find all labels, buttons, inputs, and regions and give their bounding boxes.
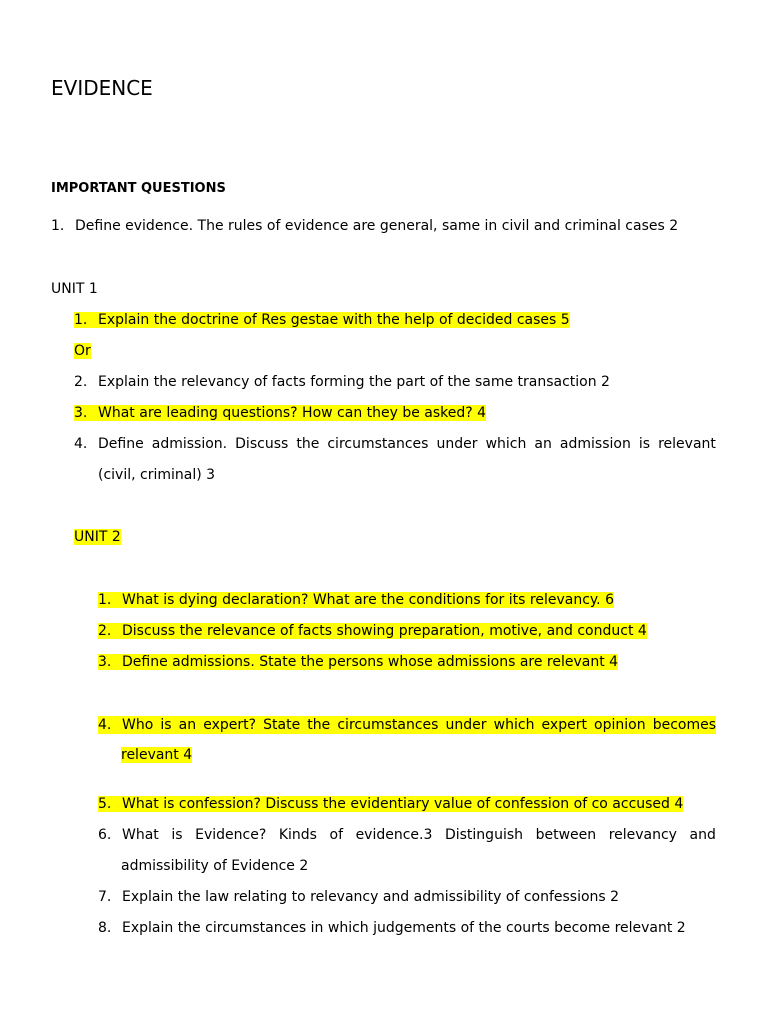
word: admission. <box>151 436 228 452</box>
unit2-question-7 <box>98 888 619 906</box>
question-text: What is confession? Discuss the evidentiary value of confession of co accused 4 <box>122 796 684 812</box>
unit1-question-4 <box>74 435 716 453</box>
word: circumstances <box>337 717 439 733</box>
word: an <box>178 717 197 733</box>
word: of <box>329 827 343 843</box>
word: the <box>307 717 331 733</box>
question-number: 4. <box>98 717 112 733</box>
highlighted-question <box>98 654 618 670</box>
word: Who <box>122 717 154 733</box>
unit2-question-5 <box>98 795 683 813</box>
question-number: 3. <box>74 405 88 421</box>
word: opinion <box>594 717 646 733</box>
question-text: What are leading questions? How can they be asked? 4 <box>98 405 487 421</box>
highlighted-question <box>74 312 570 328</box>
question-number: 1. <box>98 592 112 608</box>
highlighted-question <box>74 405 486 421</box>
question-number: 6. <box>98 827 112 843</box>
word: under <box>436 436 478 452</box>
word: Discuss <box>235 436 289 452</box>
unit1-question-3 <box>74 404 486 422</box>
word: Define <box>98 436 144 452</box>
word: Evidence? <box>195 827 267 843</box>
unit1-or <box>74 342 91 360</box>
unit1-question-4-continuation: (civil, criminal) 3 <box>98 467 216 483</box>
question-number: 5. <box>98 796 112 812</box>
question-number: 7. <box>98 889 112 905</box>
question-text: Define evidence. The rules of evidence are general, same in civil and criminal cases 2 <box>75 218 679 234</box>
question-text: Explain the relevancy of facts forming the part of the same transaction 2 <box>98 374 610 390</box>
question-number: 3. <box>98 654 112 670</box>
unit2-question-2 <box>98 622 647 640</box>
unit2-question-6-continuation: admissibility of Evidence 2 <box>121 858 309 874</box>
unit1-question-1 <box>74 311 570 329</box>
word: and <box>689 827 716 843</box>
word: Kinds <box>278 827 317 843</box>
question-text: Explain the doctrine of Res gestae with the help of decided cases 5 <box>98 312 570 328</box>
word: is <box>171 827 183 843</box>
unit2-question-4 <box>98 716 716 734</box>
highlighted-question <box>98 796 683 812</box>
word: an <box>534 436 552 452</box>
unit2-question-6 <box>98 826 716 844</box>
unit2-question-8 <box>98 919 686 937</box>
unit2-question-4-continuation <box>121 746 192 764</box>
question-text: Explain the law relating to relevancy and admissibility of confessions 2 <box>122 889 620 905</box>
word: circumstances <box>327 436 429 452</box>
or-text: Or <box>74 343 91 359</box>
continuation-text: relevant 4 <box>121 747 193 763</box>
word: expert? <box>203 717 257 733</box>
word: which <box>485 436 527 452</box>
word: evidence.3 <box>355 827 433 843</box>
question-number: 2. <box>74 374 88 390</box>
word: the <box>296 436 320 452</box>
intro-question <box>51 217 678 235</box>
question-text: Explain the circumstances in which judgements of the courts become relevant 2 <box>122 920 686 936</box>
word: What <box>122 827 159 843</box>
highlighted-question <box>98 623 647 639</box>
word: Distinguish <box>444 827 524 843</box>
word: becomes <box>652 717 716 733</box>
unit2-label <box>74 528 121 546</box>
question-number: 4. <box>74 436 88 452</box>
question-number: 2. <box>98 623 112 639</box>
question-number: 1. <box>51 218 65 234</box>
word: State <box>263 717 301 733</box>
question-text-justified <box>122 826 716 844</box>
unit1-question-2 <box>74 373 610 391</box>
word: which <box>493 717 535 733</box>
question-text: Define admissions. State the persons whose admissions are relevant 4 <box>122 654 619 670</box>
unit2-label-text: UNIT 2 <box>74 529 121 545</box>
word: between <box>535 827 597 843</box>
question-text: Discuss the relevance of facts showing preparation, motive, and conduct 4 <box>122 623 647 639</box>
word: is <box>160 717 172 733</box>
word: expert <box>541 717 587 733</box>
question-number: 8. <box>98 920 112 936</box>
question-text-justified <box>122 716 716 734</box>
section-heading: IMPORTANT QUESTIONS <box>51 181 226 196</box>
word: under <box>445 717 487 733</box>
word: relevant <box>658 436 716 452</box>
question-text-justified <box>98 435 716 453</box>
document-title: EVIDENCE <box>51 76 153 100</box>
word: is <box>638 436 651 452</box>
question-text: What is dying declaration? What are the conditions for its relevancy. 6 <box>122 592 614 608</box>
unit1-label: UNIT 1 <box>51 281 98 297</box>
word: admission <box>559 436 631 452</box>
unit2-question-3 <box>98 653 618 671</box>
highlighted-question <box>98 592 614 608</box>
unit2-question-1 <box>98 591 614 609</box>
word: relevancy <box>608 827 677 843</box>
question-number: 1. <box>74 312 88 328</box>
